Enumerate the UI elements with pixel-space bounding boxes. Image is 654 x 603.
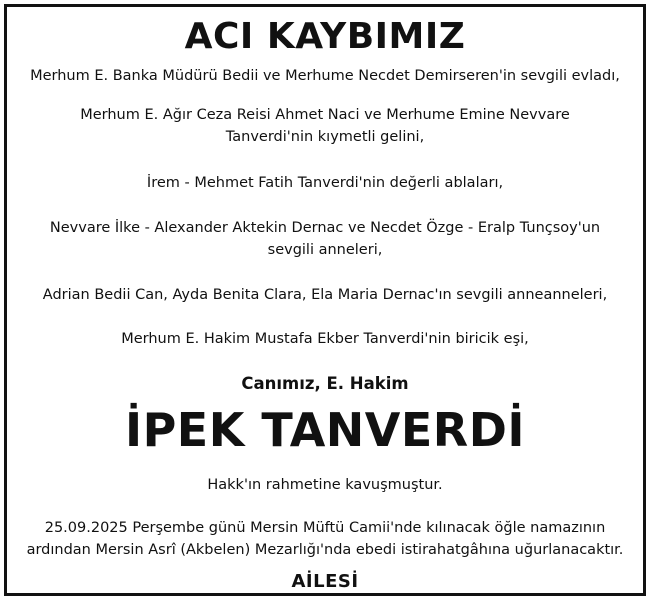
passing-text: Hakk'ın rahmetine kavuşmuştur. bbox=[207, 477, 443, 493]
relation-paragraph-spouse: Merhum E. Hakim Mustafa Ekber Tanverdi'nin biricik eşi, bbox=[121, 331, 529, 347]
relation-paragraph-siblings: İrem - Mehmet Fatih Tanverdi'nin değerli ablaları, bbox=[146, 175, 504, 191]
family-signature: AİLESİ bbox=[291, 571, 359, 592]
deceased-name: İPEK TANVERDİ bbox=[124, 403, 526, 457]
deceased-epithet: Canımız, E. Hakim bbox=[241, 374, 409, 393]
funeral-info: 25.09.2025 Perşembe günü Mersin Müftü Camii'nde kılınacak öğle namazının ardından Mersin Asrî (Akbelen) Mezarlığı'nda ebedi istirahatgâhına uğurlanacaktır. bbox=[26, 520, 624, 558]
relation-paragraph-parents: Merhum E. Banka Müdürü Bedii ve Merhume Necdet Demirseren'in sevgili evladı, bbox=[30, 68, 620, 84]
notice-heading: ACI KAYBIMIZ bbox=[184, 16, 466, 57]
notice-frame bbox=[4, 4, 646, 596]
relation-paragraph-children: Nevvare İlke - Alexander Aktekin Dernac ve Necdet Özge - Eralp Tunçsoy'un sevgili anneleri, bbox=[49, 220, 601, 258]
relation-paragraph-grandchildren: Adrian Bedii Can, Ayda Benita Clara, Ela Maria Dernac'ın sevgili anneanneleri, bbox=[42, 287, 608, 303]
relation-paragraph-in-laws: Merhum E. Ağır Ceza Reisi Ahmet Naci ve Merhume Emine Nevvare Tanverdi'nin kıymetli gelini, bbox=[80, 107, 570, 145]
